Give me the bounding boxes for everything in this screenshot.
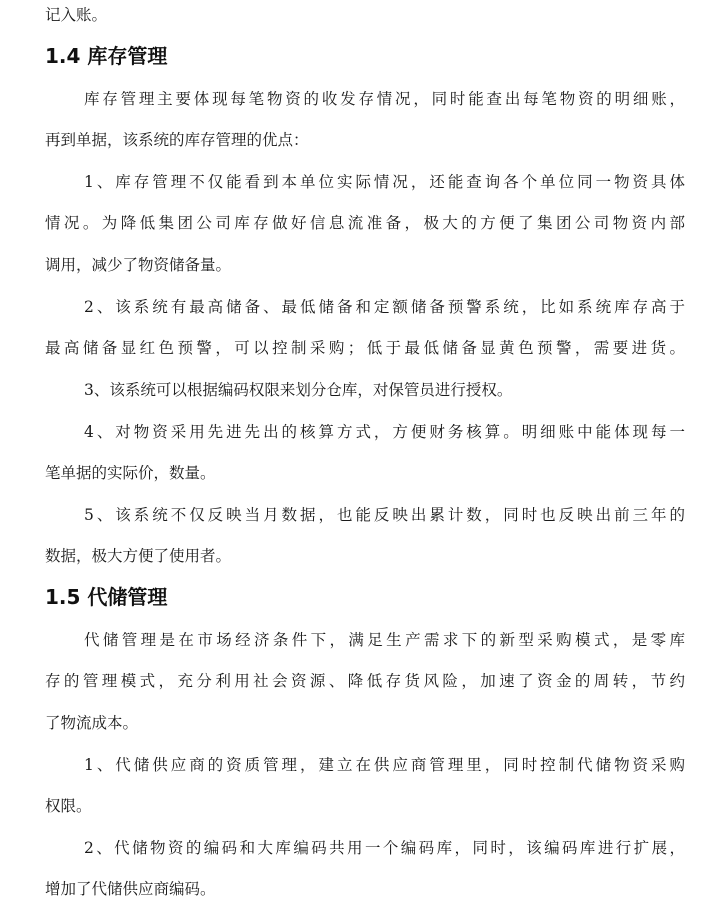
paragraph-line: 再到单据，该系统的库存管理的优点： [45, 131, 309, 149]
list-item-line: 1、代储供应商的资质管理，建立在供应商管理里，同时控制代储物资采购 [84, 756, 685, 774]
list-item-line: 笔单据的实际价，数量。 [45, 464, 216, 482]
list-item-line: 增加了代储供应商编码。 [45, 880, 216, 898]
section-heading-1-5: 1.5 代储管理 [45, 585, 168, 609]
list-item-line: 3、该系统可以根据编码权限来划分仓库，对保管员进行授权。 [84, 381, 513, 399]
paragraph-line: 库存管理主要体现每笔物资的收发存情况，同时能查出每笔物资的明细账， [84, 90, 685, 108]
intro-line: 记入账。 [45, 6, 108, 24]
list-item-line: 情况。为降低集团公司库存做好信息流准备，极大的方便了集团公司物资内部 [45, 214, 685, 232]
list-item-line: 最高储备显红色预警，可以控制采购；低于最低储备显黄色预警，需要进货。 [45, 339, 685, 357]
paragraph-line: 存的管理模式，充分利用社会资源、降低存货风险，加速了资金的周转，节约 [45, 672, 685, 690]
list-item-line: 1、库存管理不仅能看到本单位实际情况，还能查询各个单位同一物资具体 [84, 173, 685, 191]
list-item-line: 数据，极大方便了使用者。 [45, 547, 232, 565]
section-heading-1-4: 1.4 库存管理 [45, 44, 168, 68]
list-item-line: 2、该系统有最高储备、最低储备和定额储备预警系统，比如系统库存高于 [84, 298, 685, 316]
list-item-line: 5、该系统不仅反映当月数据，也能反映出累计数，同时也反映出前三年的 [84, 506, 685, 524]
list-item-line: 4、对物资采用先进先出的核算方式，方便财务核算。明细账中能体现每一 [84, 423, 685, 441]
list-item-line: 权限。 [45, 797, 92, 815]
list-item-line: 调用，减少了物资储备量。 [45, 256, 232, 274]
paragraph-line: 了物流成本。 [45, 714, 139, 732]
paragraph-line: 代储管理是在市场经济条件下，满足生产需求下的新型采购模式，是零库 [84, 631, 685, 649]
list-item-line: 2、代储物资的编码和大库编码共用一个编码库，同时，该编码库进行扩展， [84, 839, 685, 857]
